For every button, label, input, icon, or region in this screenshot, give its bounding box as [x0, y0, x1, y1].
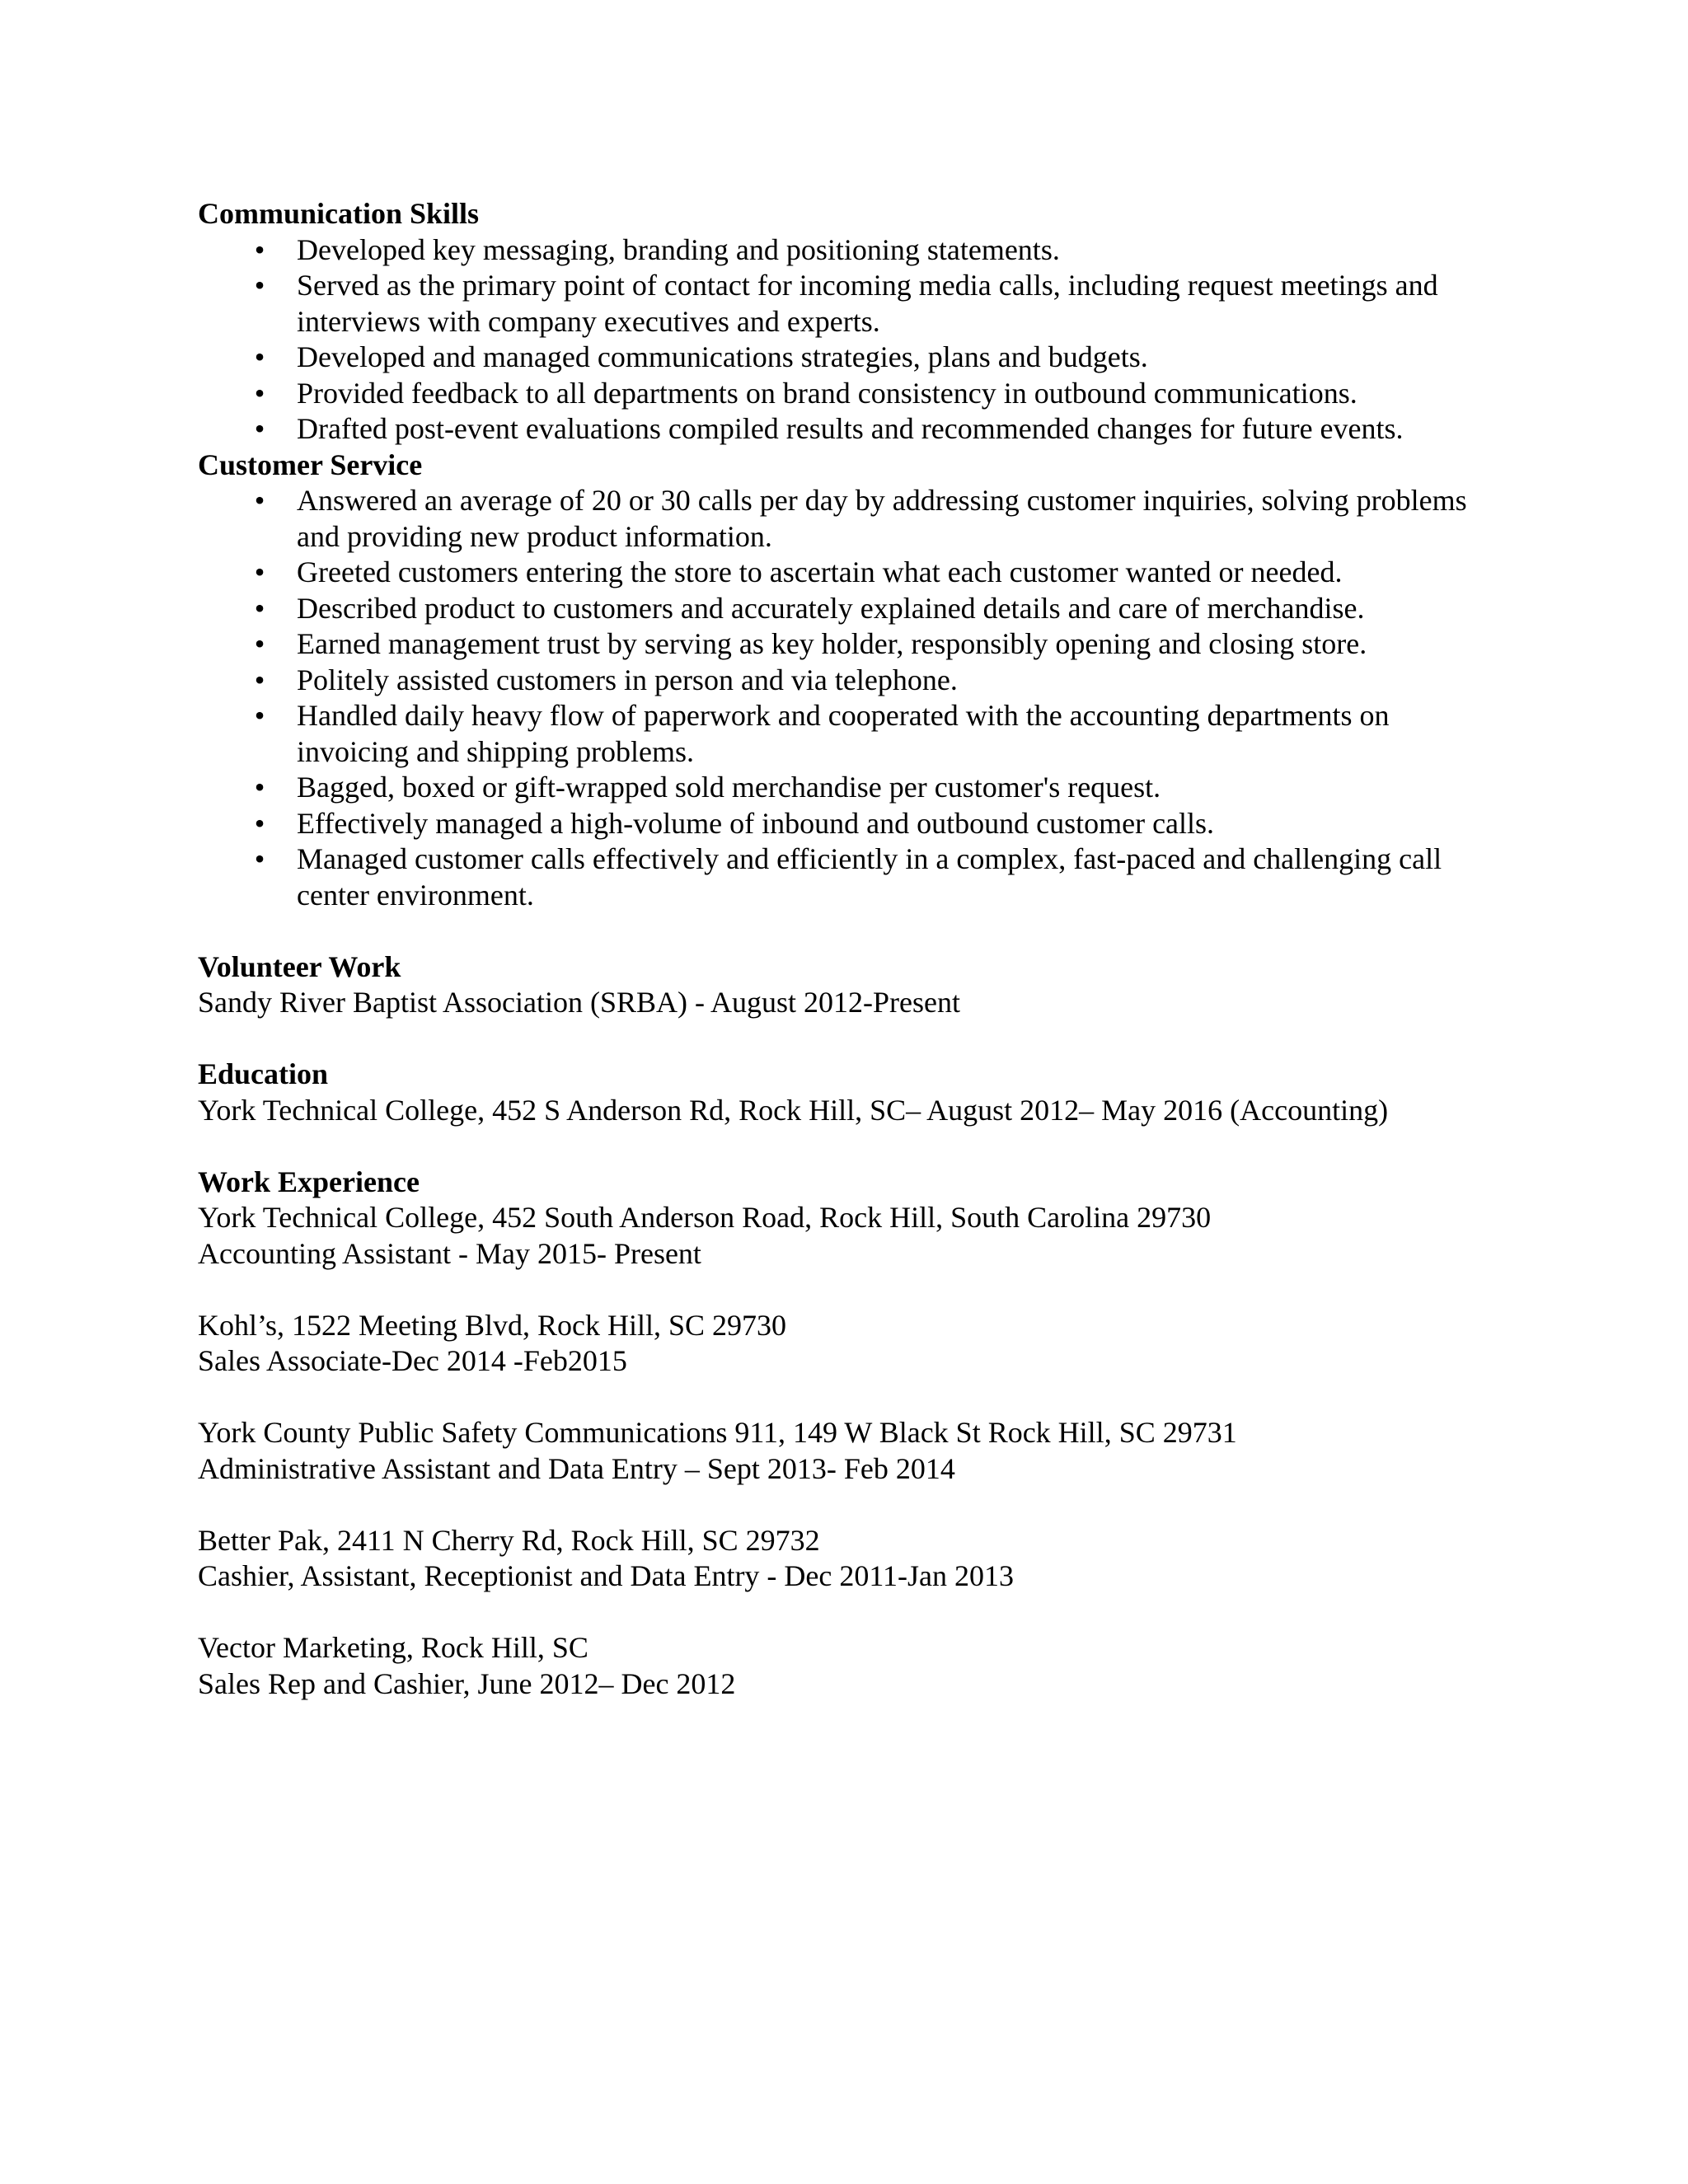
job-entry	[198, 1523, 1500, 1595]
list-item	[198, 841, 1500, 913]
list-item	[198, 376, 1500, 412]
bullet-icon: •	[254, 376, 265, 410]
job-entry	[198, 1630, 1500, 1702]
bullet-icon: •	[254, 806, 265, 840]
section-spacer	[198, 1128, 1500, 1165]
list-item-text: Described product to customers and accurately explained details and care of merchandise.	[297, 591, 1365, 625]
job-entry	[198, 1415, 1500, 1487]
list-item-text: Answered an average of 20 or 30 calls per day by addressing customer inquiries, solving problems and providing new product information.	[297, 484, 1467, 553]
list-item	[198, 626, 1500, 663]
communication-skills-list	[198, 232, 1500, 448]
job-employer: Vector Marketing, Rock Hill, SC	[198, 1631, 588, 1664]
list-item-text: Developed and managed communications strategies, plans and budgets.	[297, 340, 1148, 373]
job-role: Sales Associate-Dec 2014 -Feb2015	[198, 1344, 627, 1377]
job-role: Administrative Assistant and Data Entry – Sept 2013- Feb 2014	[198, 1451, 955, 1485]
bullet-icon: •	[254, 232, 265, 266]
list-item	[198, 698, 1500, 770]
job-employer: York County Public Safety Communications 911, 149 W Black St Rock Hill, SC 29731	[198, 1416, 1237, 1449]
list-item-text: Managed customer calls effectively and efficiently in a complex, fast-paced and challenging call center environment.	[297, 842, 1442, 912]
section-spacer	[198, 913, 1500, 949]
job-role: Sales Rep and Cashier, June 2012– Dec 2012	[198, 1666, 736, 1700]
bullet-icon: •	[254, 591, 265, 625]
list-item-text: Developed key messaging, branding and positioning statements.	[297, 232, 1060, 266]
list-item-text: Politely assisted customers in person and via telephone.	[297, 663, 958, 696]
section-spacer	[198, 1487, 1500, 1523]
list-item	[198, 591, 1500, 627]
list-item-text: Earned management trust by serving as key holder, responsibly opening and closing store.	[297, 627, 1367, 660]
bullet-icon: •	[254, 484, 265, 517]
bullet-icon: •	[254, 699, 265, 732]
job-entry	[198, 1308, 1500, 1380]
job-employer: Better Pak, 2411 N Cherry Rd, Rock Hill, SC 29732	[198, 1523, 820, 1557]
bullet-icon: •	[254, 555, 265, 588]
bullet-icon: •	[254, 340, 265, 373]
list-item	[198, 232, 1500, 269]
bullet-icon: •	[254, 269, 265, 302]
bullet-icon: •	[254, 842, 265, 875]
list-item	[198, 806, 1500, 842]
list-item	[198, 411, 1500, 448]
job-role: Accounting Assistant - May 2015- Present	[198, 1236, 701, 1270]
volunteer-work-heading: Volunteer Work	[198, 949, 401, 983]
customer-service-list	[198, 483, 1500, 913]
education-entry: York Technical College, 452 S Anderson Rd, Rock Hill, SC– August 2012– May 2016 (Accounting)	[198, 1093, 1389, 1127]
list-item-text: Drafted post-event evaluations compiled results and recommended changes for future events.	[297, 412, 1404, 445]
resume-page	[198, 196, 1500, 1702]
job-role: Cashier, Assistant, Receptionist and Data Entry - Dec 2011-Jan 2013	[198, 1559, 1015, 1592]
section-spacer	[198, 1595, 1500, 1631]
list-item-text: Provided feedback to all departments on brand consistency in outbound communications.	[297, 376, 1357, 410]
section-spacer	[198, 1380, 1500, 1416]
job-employer: Kohl’s, 1522 Meeting Blvd, Rock Hill, SC 29730	[198, 1308, 787, 1342]
education-heading: Education	[198, 1057, 329, 1090]
work-experience-heading: Work Experience	[198, 1165, 420, 1198]
list-item-text: Greeted customers entering the store to ascertain what each customer wanted or needed.	[297, 555, 1343, 588]
bullet-icon: •	[254, 663, 265, 696]
list-item-text: Served as the primary point of contact for incoming media calls, including request meetings and interviews with company executives and experts.	[297, 269, 1438, 338]
bullet-icon: •	[254, 771, 265, 804]
list-item	[198, 770, 1500, 806]
list-item	[198, 483, 1500, 555]
list-item	[198, 340, 1500, 376]
list-item	[198, 663, 1500, 699]
list-item-text: Handled daily heavy flow of paperwork and cooperated with the accounting departments on invoicing and shipping problems.	[297, 699, 1390, 768]
job-employer: York Technical College, 452 South Anderson Road, Rock Hill, South Carolina 29730	[198, 1201, 1212, 1234]
section-spacer	[198, 1272, 1500, 1308]
list-item-text: Bagged, boxed or gift-wrapped sold merchandise per customer's request.	[297, 771, 1161, 804]
list-item	[198, 268, 1500, 340]
volunteer-entry: Sandy River Baptist Association (SRBA) - August 2012-Present	[198, 986, 960, 1019]
communication-skills-heading: Communication Skills	[198, 197, 480, 230]
job-entry	[198, 1200, 1500, 1272]
list-item-text: Effectively managed a high-volume of inbound and outbound customer calls.	[297, 806, 1215, 840]
list-item	[198, 555, 1500, 591]
bullet-icon: •	[254, 412, 265, 445]
customer-service-heading: Customer Service	[198, 448, 423, 481]
bullet-icon: •	[254, 627, 265, 660]
section-spacer	[198, 1021, 1500, 1057]
